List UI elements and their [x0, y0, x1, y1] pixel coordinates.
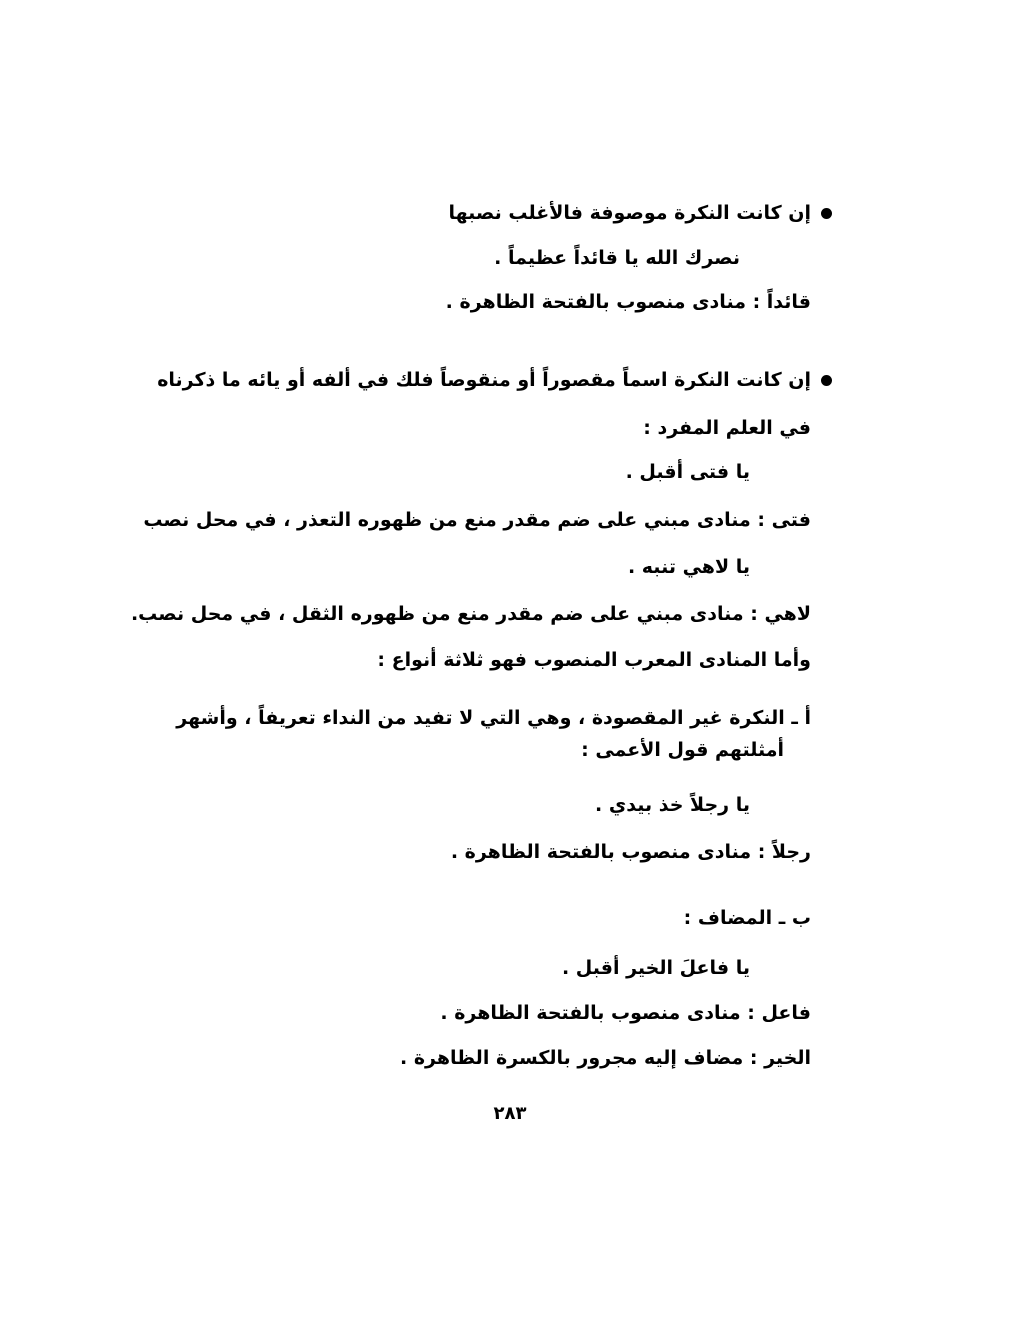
type-b-heading: ب ـ المضاف :	[683, 907, 811, 929]
bullet-text-1: إن كانت النكرة موصوفة فالأغلب نصبها	[448, 202, 811, 224]
bullet-icon	[821, 208, 832, 219]
subheading: في العلم المفرد :	[643, 417, 811, 439]
parsing-line: رجلاً : منادى منصوب بالفتحة الظاهرة .	[450, 841, 811, 863]
example-line: يا فتى أقبل .	[625, 461, 750, 483]
bullet-icon	[821, 375, 832, 386]
parsing-line: لاهي : منادى مبني على ضم مقدر منع من ظهوره الثقل ، في محل نصب.	[130, 603, 811, 625]
parsing-line: فتى : منادى مبني على ضم مقدر منع من ظهوره التعذر ، في محل نصب	[143, 509, 811, 531]
example-line: يا لاهي تنبه .	[627, 556, 750, 578]
bullet-text-2: إن كانت النكرة اسماً مقصوراً أو منقوصاً فلك في ألفه أو يائه ما ذكرناه	[157, 369, 811, 391]
type-a-line-1: أ ـ النكرة غير المقصودة ، وهي التي لا تفيد من النداء تعريفاً ، وأشهر	[176, 707, 811, 729]
parsing-line: فاعل : منادى منصوب بالفتحة الظاهرة .	[440, 1002, 811, 1024]
example-line: نصرك الله يا قائداً عظيماً .	[494, 247, 740, 269]
parsing-line: قائداً : منادى منصوب بالفتحة الظاهرة .	[445, 291, 811, 313]
intro-line: وأما المنادى المعرب المنصوب فهو ثلاثة أنواع :	[377, 649, 811, 671]
example-line: يا فاعلَ الخير أقبل .	[561, 957, 750, 979]
type-a-line-2: أمثلتهم قول الأعمى :	[581, 739, 784, 761]
parsing-line: الخير : مضاف إليه مجرور بالكسرة الظاهرة .	[400, 1047, 811, 1069]
example-line: يا رجلاً خذ بيدي .	[595, 794, 750, 816]
page-number: ٢٨٣	[493, 1103, 527, 1124]
